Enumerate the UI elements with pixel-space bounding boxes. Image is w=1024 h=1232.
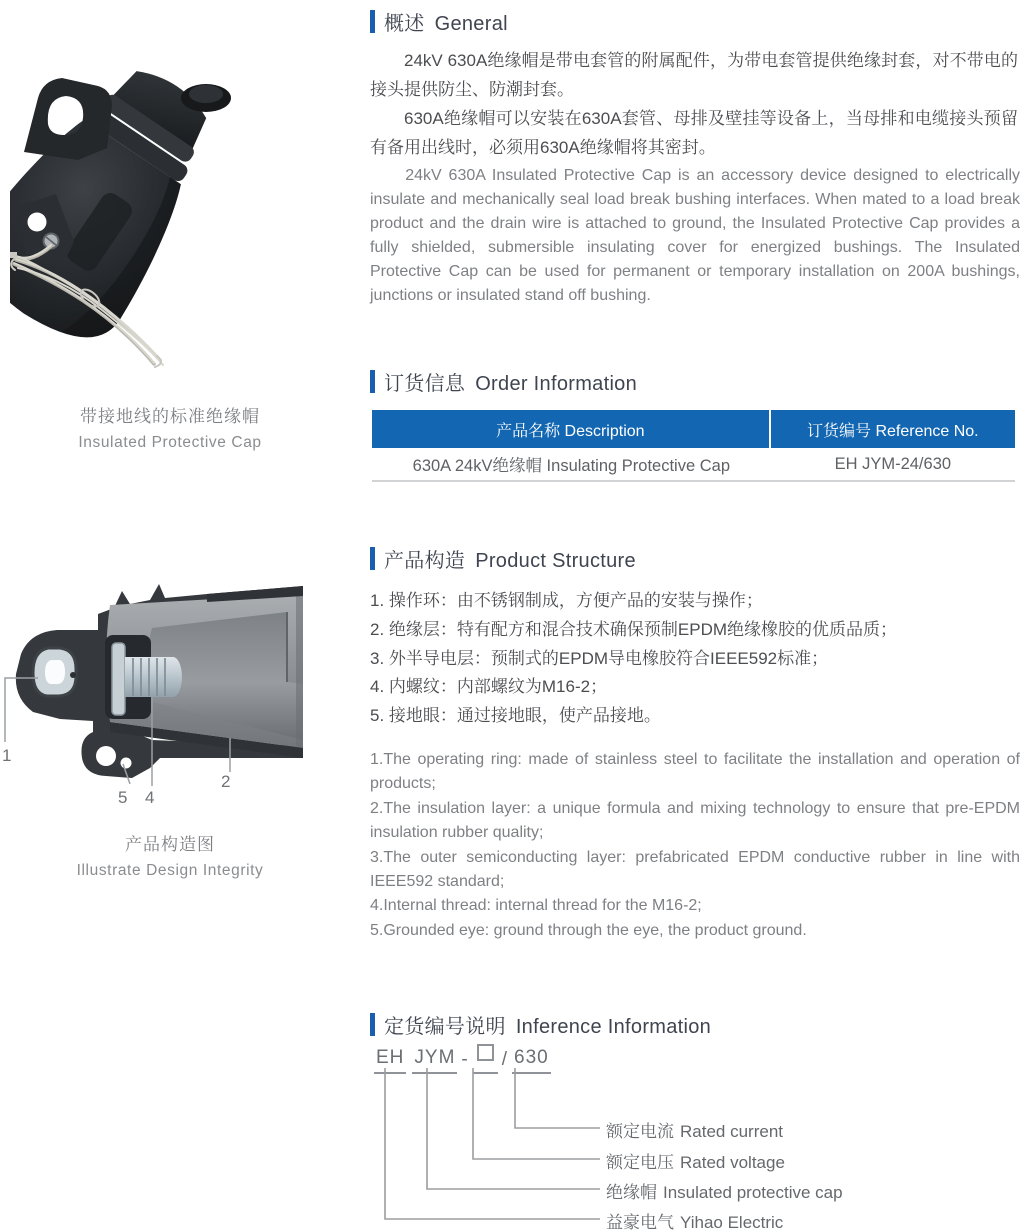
section-title-order-en: Order Information (475, 373, 638, 395)
legend-cn: 绝缘帽 (606, 1183, 657, 1202)
legend-cn: 额定电压 (606, 1153, 674, 1172)
section-accent-bar (370, 547, 375, 570)
code-dash: - (461, 1049, 469, 1070)
list-item: 4.Internal thread: internal thread for the M16-2; (370, 897, 702, 915)
section-title-ordering-code-cn: 定货编号说明 (384, 1016, 506, 1038)
list-item: 5.Grounded eye: ground through the eye, the product ground. (370, 921, 807, 939)
photo-caption (0, 402, 340, 452)
section-title-structure-cn: 产品构造 (384, 550, 466, 572)
list-item: 5. 接地眼：通过接地眼，使产品接地。 (370, 706, 661, 726)
order-table-cell-description: 630A 24kV绝缘帽 Insulating Protective Cap (412, 457, 730, 475)
code-part-jym: JYM (412, 1047, 457, 1074)
product-photo-image (10, 56, 340, 401)
legend-en: Yihao Electric (680, 1213, 784, 1232)
diagram-thread-stud (125, 657, 182, 697)
structure-list-cn (370, 587, 1020, 731)
legend-cn: 益豪电气 (606, 1213, 674, 1232)
general-paragraph-en: 24kV 630A Insulated Protective Cap is an accessory device designed to electrically insulate and mechanically seal load break bushing interfaces. When mated to a load break product and the drain wire is attached to ground, the Insulated Protective Cap provides a fully shielded, submersible insulating cover for energized bushings. The Insulated Protective Cap can be used for permanent or temporary installation on 200A bushings, junctions or insulated stand off bushing. (370, 167, 1020, 304)
list-item: 3. 外半导电层：预制式的EPDM导电橡胶符合IEEE592标准； (370, 648, 829, 668)
callout-1: 1 (2, 746, 12, 765)
legend-en: Rated current (680, 1122, 783, 1141)
code-part-630: 630 (512, 1047, 551, 1074)
section-title-order-cn: 订货信息 (384, 373, 466, 395)
photo-caption-cn: 带接地线的标准绝缘帽 (80, 407, 260, 426)
list-item: 4. 内螺纹：内部螺纹为M16-2； (370, 677, 608, 697)
legend-en: Rated voltage (680, 1153, 785, 1172)
cross-section-diagram (2, 572, 332, 807)
order-table-header-reference: 订货编号 Reference No. (807, 422, 979, 440)
section-header-ordering-code (370, 1010, 711, 1039)
order-table-cell-reference: EH JYM-24/630 (834, 454, 952, 473)
list-item: 1. 操作环：由不锈钢制成，方便产品的安装与操作； (370, 591, 763, 610)
callout-5: 5 (118, 788, 128, 807)
diagram-operating-ring (33, 648, 76, 696)
section-header-general (370, 7, 508, 36)
table-row (372, 448, 1015, 482)
list-item: 2.The insulation layer: a unique formula and mixing technology to ensure that pre-EPDM insulation rubber quality; (370, 799, 1020, 842)
general-paragraph-cn-1: 24kV 630A绝缘帽是带电套管的附属配件，为带电套管提供绝缘封套，对不带电的接头提供防尘、防潮封套。 (370, 51, 1018, 99)
section-accent-bar (370, 370, 375, 393)
legend-cn: 额定电流 (606, 1122, 674, 1141)
list-item: 2. 绝缘层：特有配方和混合技术确保预制EPDM绝缘橡胶的优质品质； (370, 619, 898, 639)
legend-rated-voltage (606, 1148, 785, 1173)
voltage-placeholder-box (477, 1044, 494, 1061)
legend-rated-current (606, 1117, 783, 1142)
order-table (372, 410, 1015, 482)
code-part-eh: EH (374, 1047, 406, 1074)
section-header-order (370, 367, 637, 396)
list-item: 1.The operating ring: made of stainless steel to facilitate the installation and operation of products; (370, 751, 1020, 793)
callout-4: 4 (145, 788, 155, 807)
section-title-general-en: General (434, 13, 508, 35)
general-paragraphs-cn (370, 46, 1018, 162)
section-header-structure (370, 544, 636, 573)
legend-insulated-cap (606, 1178, 843, 1203)
diagram-caption-cn: 产品构造图 (125, 835, 215, 854)
list-item: 3.The outer semiconducting layer: prefabricated EPDM conductive rubber in line with IEEE592 standard; (370, 848, 1020, 891)
diagram-caption (0, 830, 340, 880)
section-accent-bar (370, 10, 375, 33)
general-paragraph-cn-2: 630A绝缘帽可以安装在630A套管、母排及壁挂等设备上，当母排和电缆接头预留有备用出线时，必须用630A绝缘帽将其密封。 (370, 109, 1018, 157)
section-title-general-cn: 概述 (384, 13, 425, 35)
section-title-structure-en: Product Structure (475, 550, 636, 572)
code-slash: / (501, 1049, 509, 1070)
order-table-header-row (372, 410, 1015, 448)
section-title-ordering-code-en: Inference Information (515, 1016, 712, 1038)
callout-2: 2 (221, 772, 231, 791)
cap-vent-port (181, 84, 231, 112)
ordering-code-connector-lines (374, 1066, 614, 1232)
legend-en: Insulated protective cap (663, 1183, 843, 1202)
cap-eyelet (24, 78, 112, 160)
order-table-header-description: 产品名称 Description (372, 410, 771, 448)
legend-yihao-electric (606, 1208, 783, 1232)
photo-caption-en: Insulated Protective Cap (78, 434, 262, 451)
structure-list-en (370, 748, 1020, 943)
diagram-caption-en: Illustrate Design Integrity (76, 862, 264, 879)
section-accent-bar (370, 1013, 375, 1036)
